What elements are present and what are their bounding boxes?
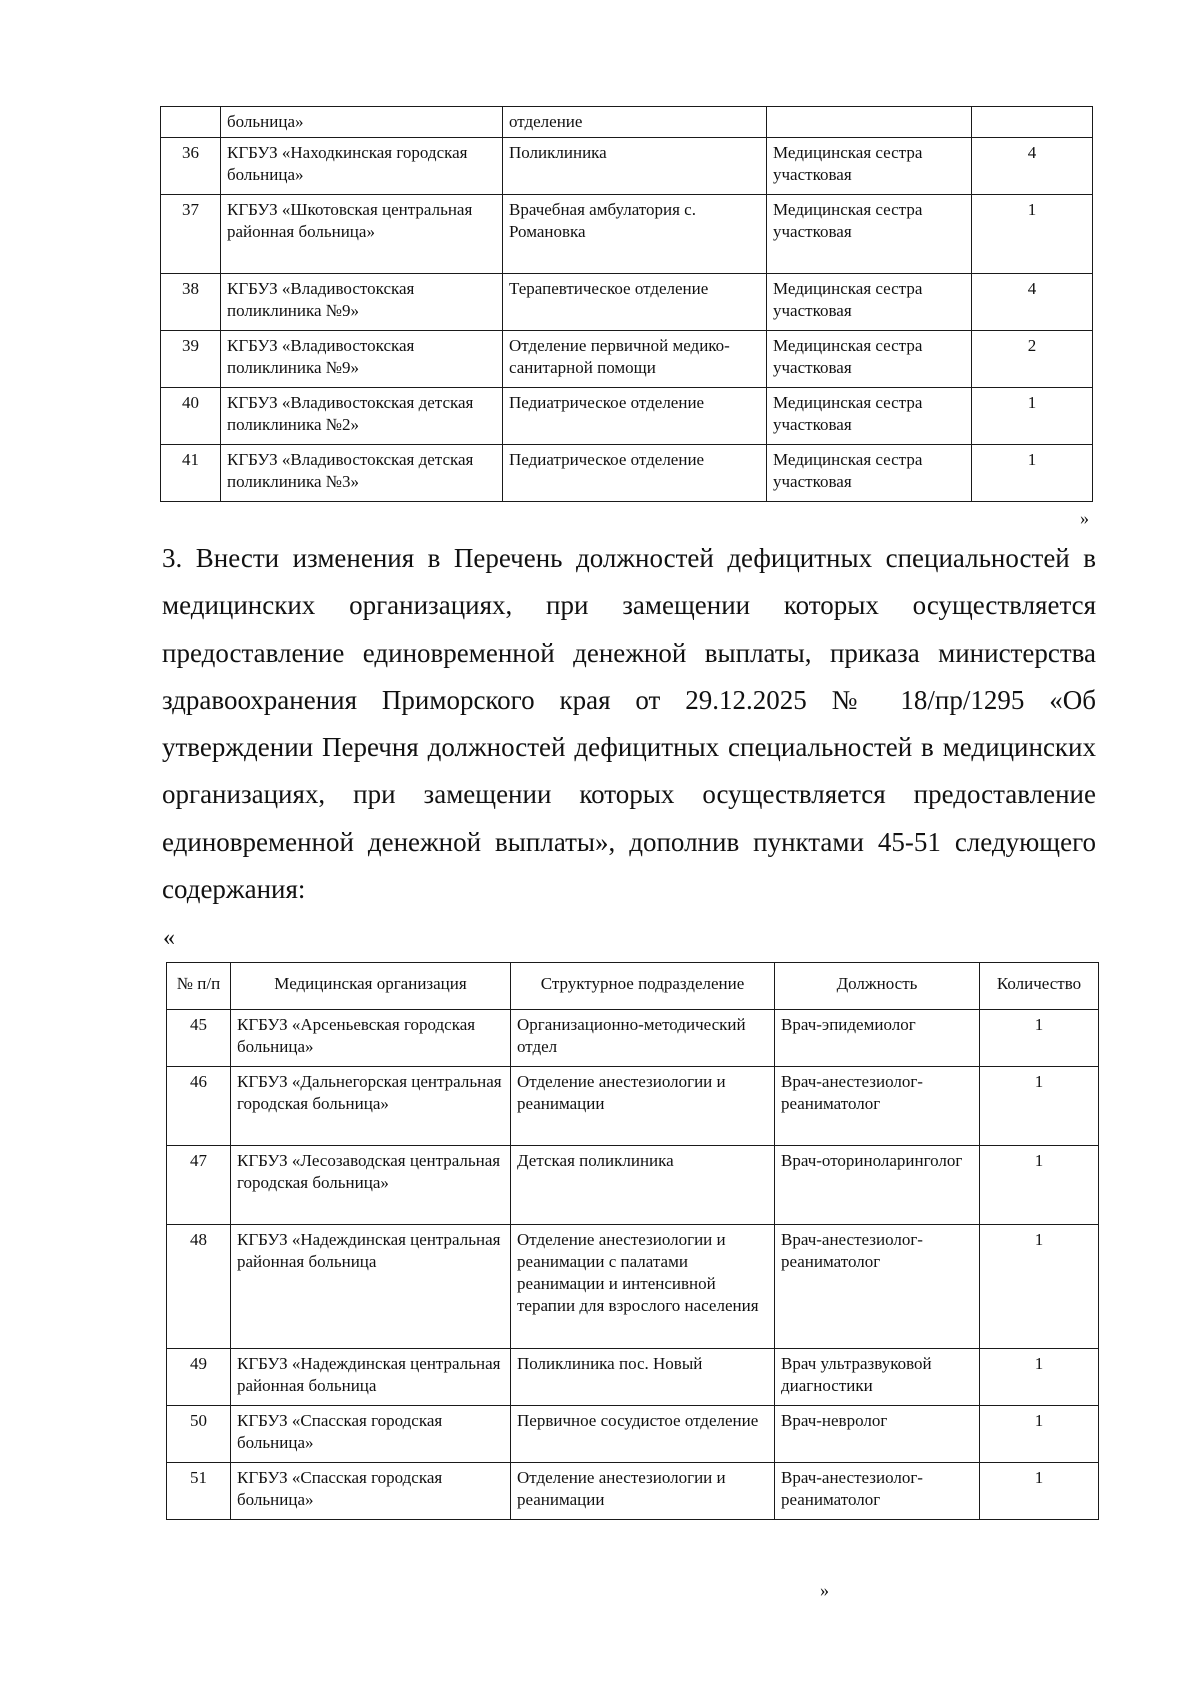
organization-cell: больница»: [221, 107, 503, 138]
table-row: [161, 107, 1093, 138]
position-cell: Врач-анестезиолог-реаниматолог: [775, 1067, 980, 1146]
department-cell: отделение: [503, 107, 767, 138]
row-number: 38: [161, 274, 221, 331]
row-number: 49: [167, 1349, 231, 1406]
organization-cell: КГБУЗ «Владивостокская детская поликлиника №3»: [221, 445, 503, 502]
department-cell: Педиатрическое отделение: [503, 445, 767, 502]
position-cell: Врач-анестезиолог-реаниматолог: [775, 1225, 980, 1349]
row-number: 50: [167, 1406, 231, 1463]
row-number: 39: [161, 331, 221, 388]
header-quantity: Количество: [980, 963, 1099, 1010]
table-opening-quote: «: [163, 925, 175, 951]
organization-cell: КГБУЗ «Лесозаводская центральная городская больница»: [231, 1146, 511, 1225]
row-number: 41: [161, 445, 221, 502]
department-cell: Врачебная амбулатория с. Романовка: [503, 195, 767, 274]
quantity-cell: 1: [980, 1463, 1099, 1520]
organization-cell: КГБУЗ «Спасская городская больница»: [231, 1406, 511, 1463]
table-row: [161, 195, 1093, 274]
table-row: [167, 1463, 1099, 1520]
quantity-cell: 1: [972, 445, 1093, 502]
table-row: [167, 1349, 1099, 1406]
table-closing-quote: »: [820, 1580, 829, 1600]
position-cell: Медицинская сестра участковая: [767, 331, 972, 388]
positions-table-continued: [160, 106, 1093, 502]
row-number: 47: [167, 1146, 231, 1225]
position-cell: Врач-анестезиолог-реаниматолог: [775, 1463, 980, 1520]
header-department: Структурное подразделение: [511, 963, 775, 1010]
department-cell: Отделение анестезиологии и реанимации: [511, 1067, 775, 1146]
quantity-cell: 1: [980, 1406, 1099, 1463]
table-row: [161, 445, 1093, 502]
positions-table-addition: [166, 962, 1099, 1520]
header-number: № п/п: [167, 963, 231, 1010]
quantity-cell: 1: [980, 1146, 1099, 1225]
table-row: [161, 274, 1093, 331]
amendment-paragraph: 3. Внести изменения в Перечень должностей дефицитных специальностей в медицинских организациях, при замещении которых осуществляется предоставление единовременной денежной выплаты, приказа министерства здравоохранения Приморского края от 29.12.2025 № 18/пр/1295 «Об утверждении Перечня должностей дефицитных специальностей в медицинских организациях, при замещении которых осуществляется предоставление единовременной денежной выплаты», дополнив пунктами 45-51 следующего содержания:: [162, 543, 1096, 905]
table-row: [167, 1010, 1099, 1067]
department-cell: Поликлиника: [503, 138, 767, 195]
header-position: Должность: [775, 963, 980, 1010]
row-number: 46: [167, 1067, 231, 1146]
row-number: 40: [161, 388, 221, 445]
row-number: 51: [167, 1463, 231, 1520]
organization-cell: КГБУЗ «Находкинская городская больница»: [221, 138, 503, 195]
organization-cell: КГБУЗ «Дальнегорская центральная городская больница»: [231, 1067, 511, 1146]
organization-cell: КГБУЗ «Владивостокская поликлиника №9»: [221, 274, 503, 331]
row-number: 36: [161, 138, 221, 195]
department-cell: Отделение первичной медико-санитарной помощи: [503, 331, 767, 388]
department-cell: Отделение анестезиологии и реанимации: [511, 1463, 775, 1520]
table-row: [161, 388, 1093, 445]
department-cell: Детская поликлиника: [511, 1146, 775, 1225]
department-cell: Отделение анестезиологии и реанимации с палатами реанимации и интенсивной терапии для взрослого населения: [511, 1225, 775, 1349]
position-cell: Медицинская сестра участковая: [767, 138, 972, 195]
table-row: [167, 1067, 1099, 1146]
position-cell: Медицинская сестра участковая: [767, 388, 972, 445]
row-number: 45: [167, 1010, 231, 1067]
position-cell: Медицинская сестра участковая: [767, 445, 972, 502]
position-cell: Врач-эпидемиолог: [775, 1010, 980, 1067]
organization-cell: КГБУЗ «Владивостокская детская поликлиника №2»: [221, 388, 503, 445]
table-row: [167, 1225, 1099, 1349]
organization-cell: КГБУЗ «Шкотовская центральная районная больница»: [221, 195, 503, 274]
organization-cell: КГБУЗ «Надеждинская центральная районная больница: [231, 1349, 511, 1406]
quantity-cell: 1: [972, 388, 1093, 445]
row-number: [161, 107, 221, 138]
quantity-cell: [972, 107, 1093, 138]
quantity-cell: 1: [972, 195, 1093, 274]
row-number: 48: [167, 1225, 231, 1349]
position-cell: Медицинская сестра участковая: [767, 274, 972, 331]
department-cell: Первичное сосудистое отделение: [511, 1406, 775, 1463]
table-closing-quote: »: [1080, 508, 1089, 528]
table-header-row: [167, 963, 1099, 1010]
quantity-cell: 4: [972, 274, 1093, 331]
position-cell: [767, 107, 972, 138]
position-cell: Врач ультразвуковой диагностики: [775, 1349, 980, 1406]
table-row: [161, 138, 1093, 195]
table-row: [167, 1146, 1099, 1225]
quantity-cell: 2: [972, 331, 1093, 388]
department-cell: Поликлиника пос. Новый: [511, 1349, 775, 1406]
quantity-cell: 4: [972, 138, 1093, 195]
quantity-cell: 1: [980, 1067, 1099, 1146]
position-cell: Врач-оториноларинголог: [775, 1146, 980, 1225]
organization-cell: КГБУЗ «Надеждинская центральная районная больница: [231, 1225, 511, 1349]
quantity-cell: 1: [980, 1010, 1099, 1067]
header-organization: Медицинская организация: [231, 963, 511, 1010]
organization-cell: КГБУЗ «Владивостокская поликлиника №9»: [221, 331, 503, 388]
department-cell: Терапевтическое отделение: [503, 274, 767, 331]
department-cell: Организационно-методический отдел: [511, 1010, 775, 1067]
position-cell: Медицинская сестра участковая: [767, 195, 972, 274]
quantity-cell: 1: [980, 1349, 1099, 1406]
row-number: 37: [161, 195, 221, 274]
quantity-cell: 1: [980, 1225, 1099, 1349]
table-row: [161, 331, 1093, 388]
department-cell: Педиатрическое отделение: [503, 388, 767, 445]
table-row: [167, 1406, 1099, 1463]
position-cell: Врач-невролог: [775, 1406, 980, 1463]
organization-cell: КГБУЗ «Спасская городская больница»: [231, 1463, 511, 1520]
organization-cell: КГБУЗ «Арсеньевская городская больница»: [231, 1010, 511, 1067]
